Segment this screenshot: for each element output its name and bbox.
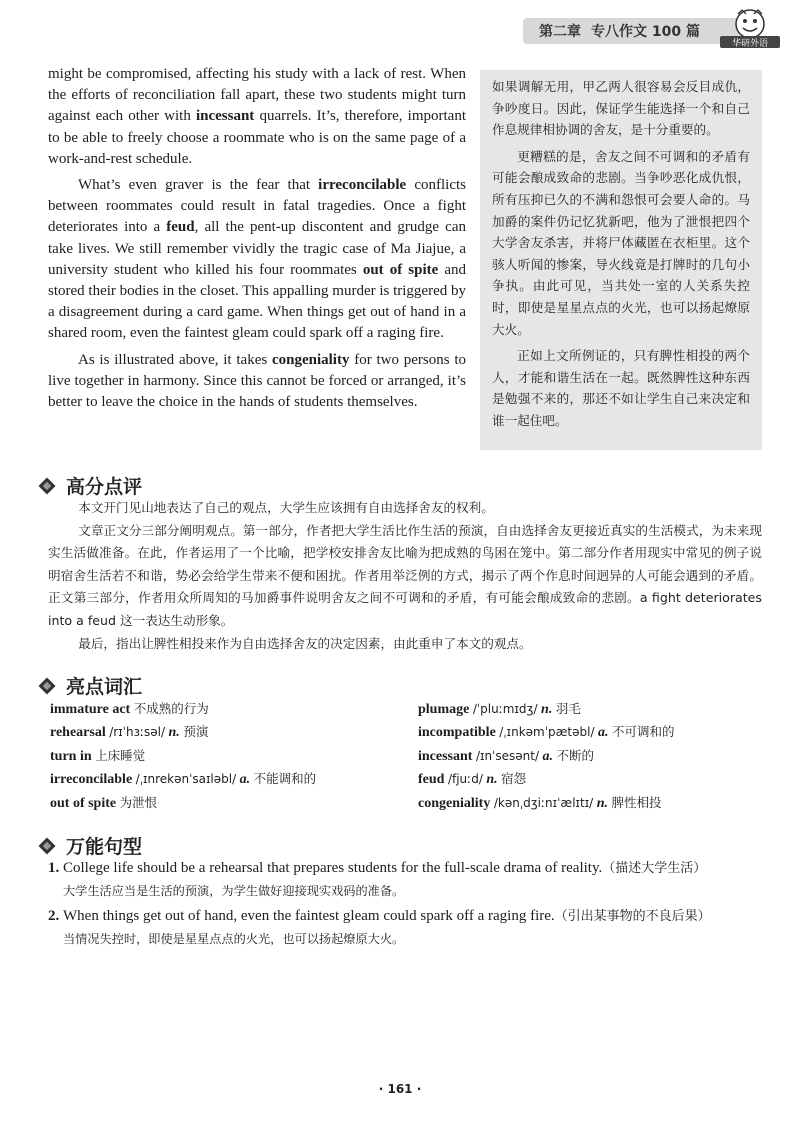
book-title: 专八作文 100 篇	[591, 24, 700, 40]
vocab-list	[50, 698, 762, 814]
bold-term: congeniality	[271, 351, 350, 368]
sentence-number: 2.	[48, 908, 60, 924]
comment-paragraph-1: 本文开门见山地表达了自己的观点，大学生应该拥有自由选择舍友的权利。	[78, 500, 494, 515]
essay-paragraph-3: As is illustrated above, it takes congeniality for two persons to live together in harmony. Since this cannot be forced or arranged, it’s better to leave the choice in the hands of students themselves.	[48, 351, 466, 411]
diamond-bullet-icon	[38, 677, 56, 695]
vocab-item: incompatible /ˌɪnkəmˈpætəbl/ a. 不可调和的	[418, 724, 675, 741]
vocab-item: turn in 上床睡觉	[50, 747, 146, 764]
chapter-label: 第二章	[539, 24, 582, 40]
sentence-en: College life should be a rehearsal that prepares students for the full-scale drama of reality.	[63, 860, 603, 876]
comment-paragraph-2: 文章正文分三部分阐明观点。第一部分，作者把大学生活比作生活的预演，自由选择舍友更接近真实的生活模式，为未来现实生活做准备。在此，作者运用了一个比喻，把学校安排舍友比喻为把成熟的鸟困在笼中。第二部分作者用现实中常见的例子说明宿舍生活若不和谐，势必会给学生带来不便和困扰。作者用举泛例的方式，揭示了两个作息时间迥异的人可能会遇到的矛盾。正文第三部分，作者用众所周知的马加爵事件说明舍友之间不可调和的矛盾，有可能会酿成致命的悲剧。a fight deteriorates into a feud 这一表达生动形象。	[48, 522, 762, 628]
vocab-item: congeniality /kənˌdʒiːnɪˈælɪtɪ/ n. 脾性相投	[418, 794, 662, 811]
vocab-section-title: 亮点词汇	[38, 672, 142, 699]
vocab-item: out of spite 为泄恨	[50, 794, 158, 811]
vocab-item: incessant /ɪnˈsesənt/ a. 不断的	[418, 747, 594, 764]
translation-box	[480, 70, 762, 450]
translation-paragraph-3: 正如上文所例证的，只有脾性相投的两个人，才能和谐生活在一起。既然脾性这种东西是勉强不来的，那还不如让学生自己来决定和谁一起住吧。	[492, 348, 750, 428]
bold-term: feud	[166, 219, 195, 236]
sentence-translation: 大学生活应当是生活的预演，为学生做好迎接现实戏码的准备。	[63, 884, 405, 898]
page-number: · 161 ·	[378, 1082, 422, 1096]
essay-paragraph-1: might be compromised, affecting his study with a lack of rest. When the efforts of reconciliation fall apart, these two students might turn against each other with incessant quarrels. It’s, therefore, important to be able to freely choose a roommate who is on the same page of a work-and-rest schedule.	[48, 66, 466, 167]
diamond-bullet-icon	[38, 477, 56, 495]
comment-text	[48, 497, 762, 655]
bold-term: incessant	[195, 108, 255, 125]
sentence-en: When things get out of hand, even the faintest gleam could spark off a raging fire.	[63, 908, 555, 924]
translation-paragraph-2: 更糟糕的是，舍友之间不可调和的矛盾有可能会酿成致命的悲剧。当争吵恶化成仇恨，所有压抑已久的不满和怨恨可会要人命的。马加爵的案件仍记忆犹新吧，他为了泄恨把四个大学舍友杀害，并将尸体藏匿在衣柜里。这个骇人听闻的惨案，导火线竟是打牌时的几句小争执。由此可见，当共处一室的人关系失控时，即使是星星点点的火光，也可以扬起燎原大火。	[492, 148, 750, 337]
comment-paragraph-3: 最后，指出让脾性相投来作为自由选择舍友的决定因素，由此重申了本文的观点。	[78, 635, 532, 651]
vocab-item: feud /fjuːd/ n. 宿怨	[418, 771, 527, 788]
diamond-bullet-icon	[38, 837, 56, 855]
sentence-item	[48, 906, 764, 951]
essay-text	[48, 64, 466, 413]
logo-text: 华研外语	[731, 39, 769, 49]
sentence-note: （描述大学生活）	[602, 861, 707, 876]
translation-paragraph-1: 如果调解无用，甲乙两人很容易会反目成仇，争吵度日。因此，保证学生能选择一个和自己作息规律相协调的舍友，是十分重要的。	[492, 79, 750, 138]
sentences-section-title: 万能句型	[38, 832, 142, 859]
bold-term: out of spite	[362, 261, 439, 278]
sentence-note: （引出某事物的不良后果）	[554, 909, 711, 924]
publisher-logo-icon	[714, 8, 786, 50]
sentence-number: 1.	[48, 860, 60, 876]
sentence-list	[48, 858, 764, 954]
bold-term: irreconcilable	[318, 177, 407, 194]
vocab-item: immature act 不成熟的行为	[50, 701, 209, 717]
essay-paragraph-2: What’s even graver is the fear that irreconcilable conflicts between roommates could result in fatal tragedies. Once a fight deteriorates into a feud, all the pent-up discontent and grudge can take lives. We still remember vividly the tragic case of Ma Jiajue, a university student who killed his four roommates out of spite and stored their bodies in the closet. This appalling murder is triggered by a disagreement during a card game. When things get out of hand in a shared room, even the faintest gleam could spark off a raging fire.	[48, 177, 466, 342]
sentence-translation: 当情况失控时，即使是星星点点的火光，也可以扬起燎原大火。	[63, 932, 405, 946]
vocab-item: irreconcilable /ˌɪnrekənˈsaɪləbl/ a. 不能调和的	[50, 771, 317, 788]
sentence-item	[48, 858, 764, 903]
vocab-item: rehearsal /rɪˈhɜːsəl/ n. 预演	[50, 724, 209, 741]
comment-section-title: 高分点评	[38, 472, 142, 499]
vocab-item: plumage /ˈpluːmɪdʒ/ n. 羽毛	[418, 701, 581, 717]
